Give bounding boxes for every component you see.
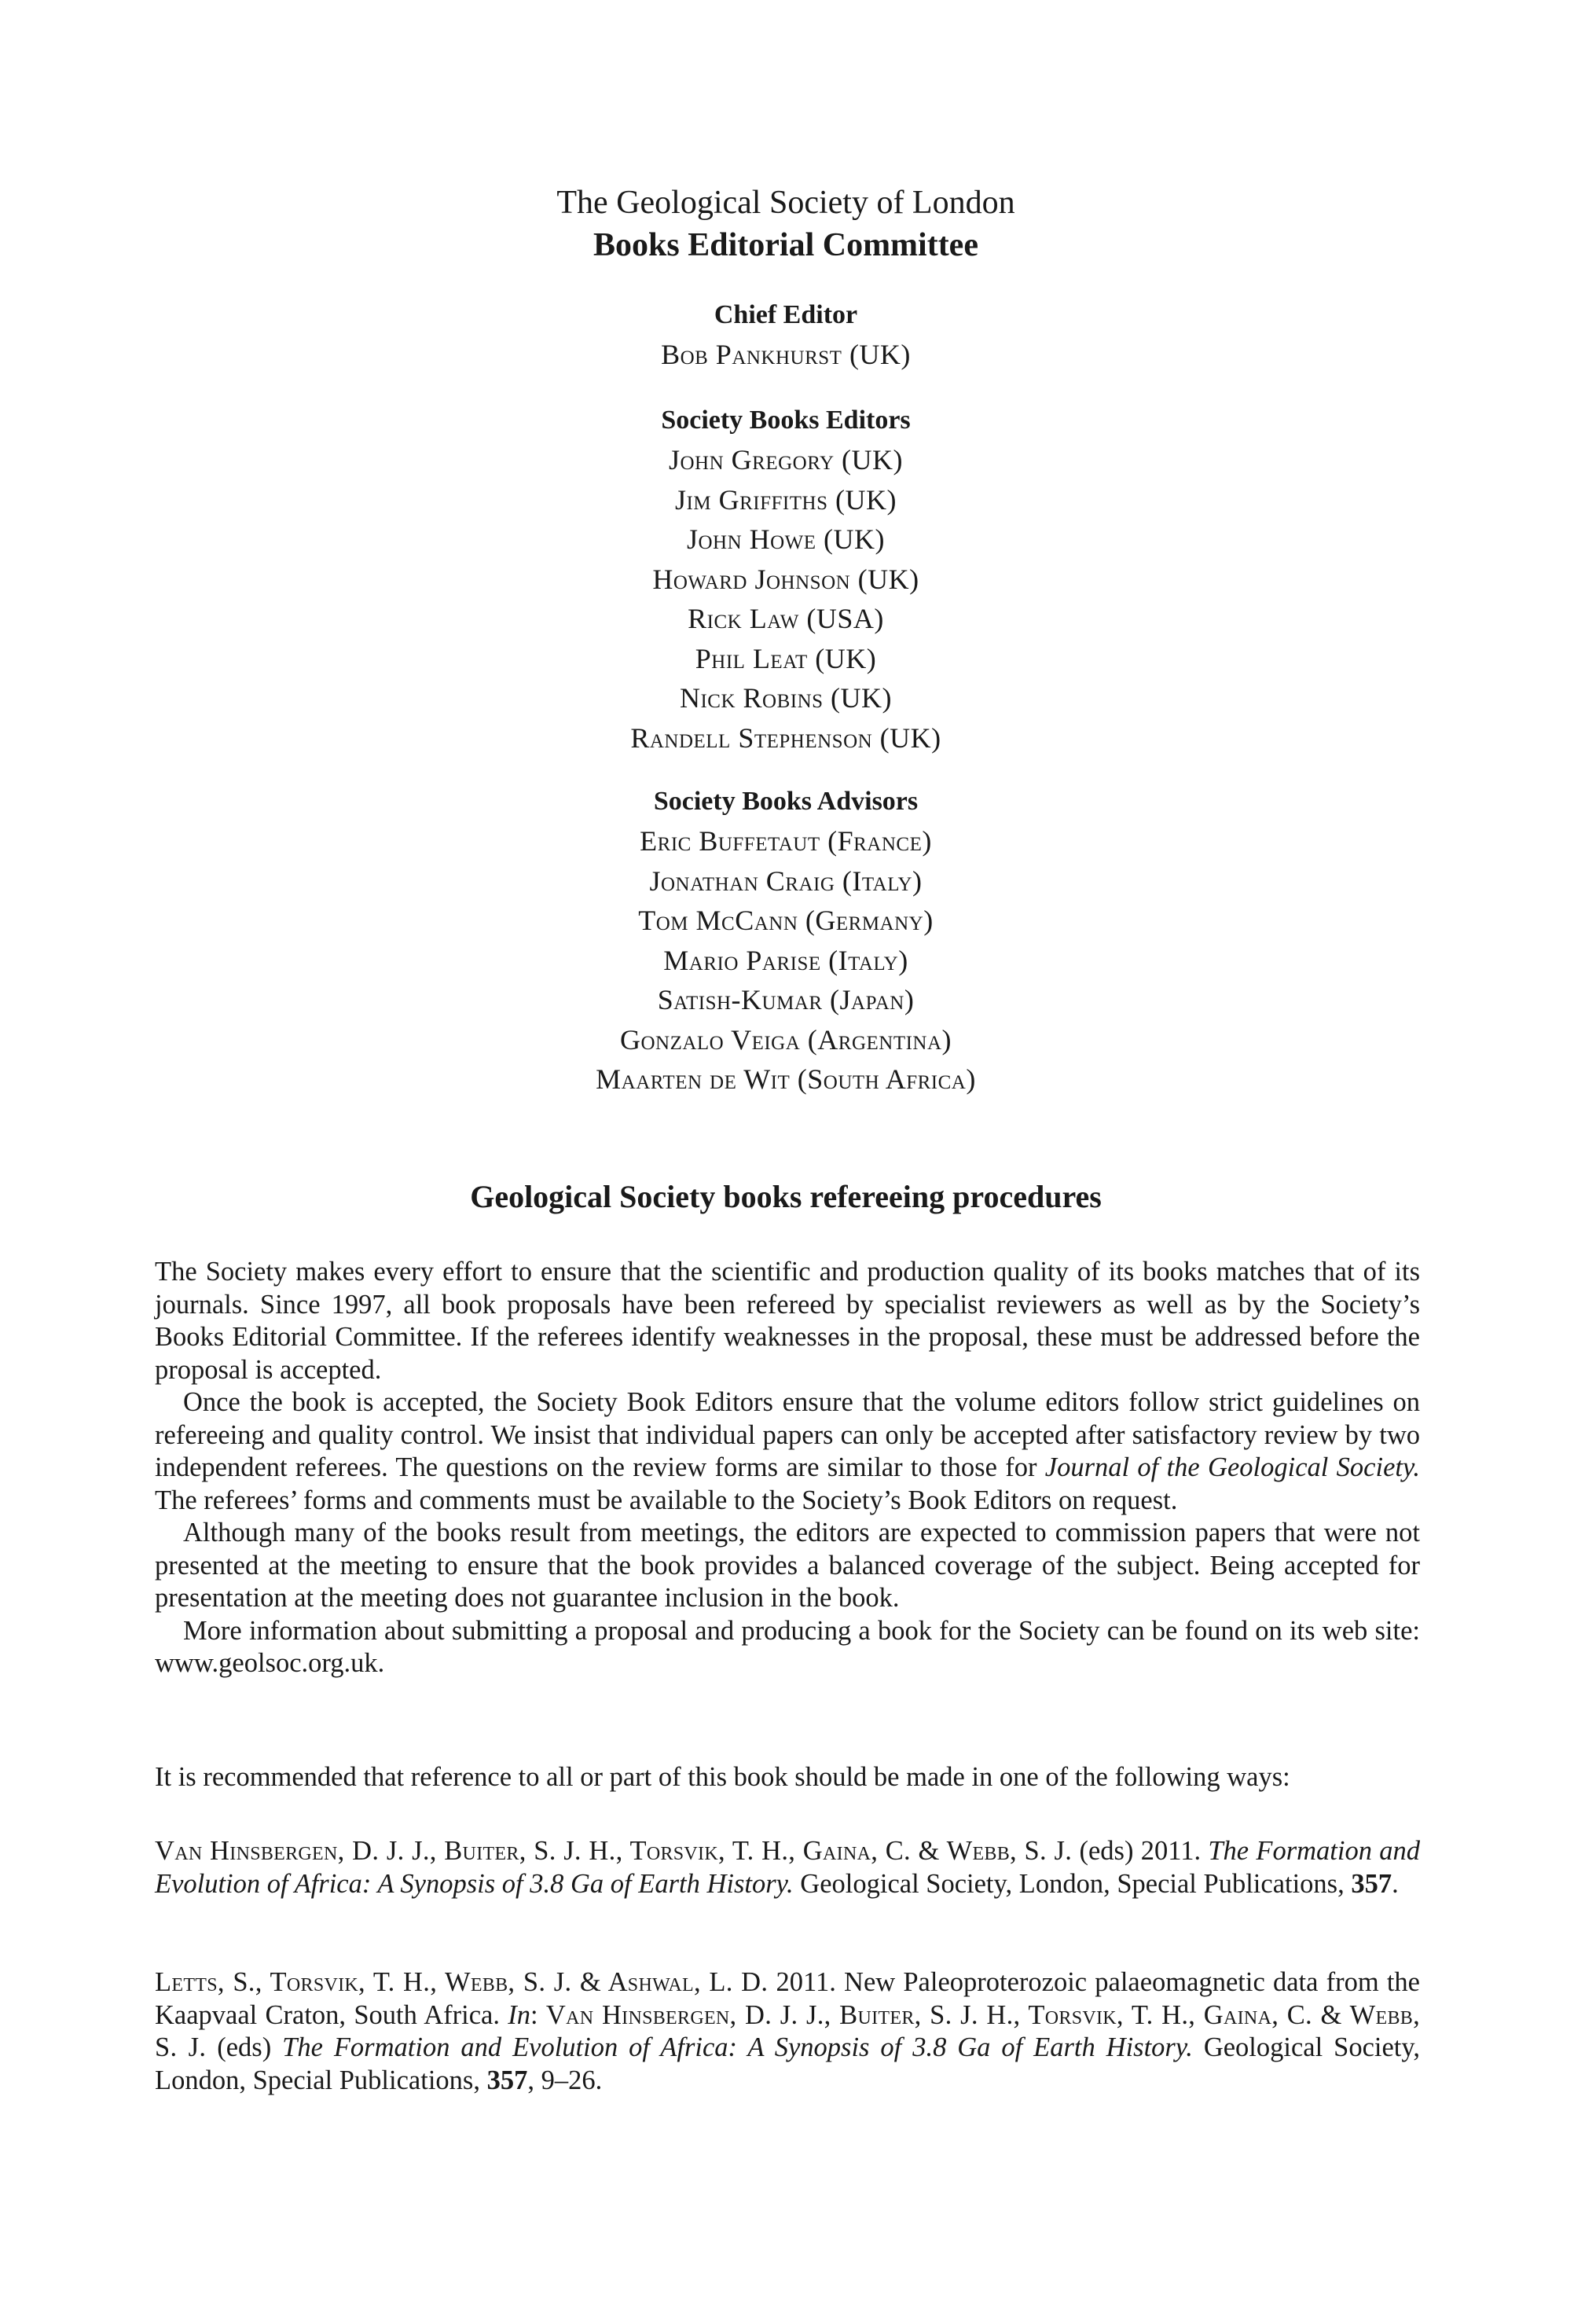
procedures-paragraph-3: Although many of the books result from meetings, the editors are expected to commission papers that were not presented at the meeting to ensure that the book provides a balanced coverage of the subject. Being accepted for presentation at the meeting does not guarantee inclusion in the book. bbox=[155, 1518, 1420, 1613]
advisor-name: Tom McCann (Germany) bbox=[638, 905, 934, 936]
advisor-name: Eric Buffetaut (France) bbox=[640, 825, 932, 857]
reference-2 bbox=[155, 1966, 1420, 2097]
citation-intro: It is recommended that reference to all or part of this book should be made in one of the following ways: bbox=[155, 1762, 1290, 1792]
ref1-volume: 357 bbox=[1351, 1868, 1392, 1899]
ref1-authors: Van Hinsbergen, D. J. J., Buiter, S. J. H., Torsvik, T. H., Gaina, C. & Webb, S. J. bbox=[155, 1836, 1073, 1866]
ref2-year-title: 2011. New Paleoproterozoic palaeomagnetic data from the Kaapvaal Craton, South Africa. bbox=[155, 1967, 1420, 2030]
editor-name: John Howe (UK) bbox=[686, 523, 886, 555]
ref2-book-title: The Formation and Evolution of Africa: A Synopsis of 3.8 Ga of Earth History. bbox=[282, 2032, 1193, 2062]
books-editors-heading: Society Books Editors bbox=[661, 406, 911, 435]
books-advisors-section bbox=[0, 782, 1572, 1100]
ref2-authors: Letts, S., Torsvik, T. H., Webb, S. J. & Ashwal, L. D. bbox=[155, 1967, 769, 1997]
procedures-paragraph-2 bbox=[155, 1386, 1420, 1517]
advisor-name: Jonathan Craig (Italy) bbox=[649, 865, 923, 897]
reference-1 bbox=[155, 1835, 1420, 1900]
editor-name: Rick Law (USA) bbox=[688, 603, 884, 634]
editor-name: Phil Leat (UK) bbox=[695, 642, 877, 674]
editor-name: Howard Johnson (UK) bbox=[652, 563, 919, 595]
advisor-name: Gonzalo Veiga (Argentina) bbox=[619, 1023, 952, 1056]
advisor-name: Mario Parise (Italy) bbox=[663, 944, 908, 976]
ref2-eds: (eds) bbox=[206, 2032, 283, 2062]
chief-editor-section bbox=[0, 296, 1572, 375]
advisor-name: Satish-Kumar (Japan) bbox=[657, 984, 915, 1015]
editor-name: Jim Griffiths (UK) bbox=[675, 483, 897, 516]
editor-name: Nick Robins (UK) bbox=[679, 682, 893, 714]
committee-title: Books Editorial Committee bbox=[593, 227, 978, 263]
editor-name: Randell Stephenson (UK) bbox=[630, 721, 941, 754]
ref1-publisher: Geological Society, London, Special Publications, bbox=[793, 1868, 1352, 1899]
ref2-editors: Van Hinsbergen, D. J. J., Buiter, S. J. H., Torsvik, T. H., Gaina, C. & Webb, S. J. bbox=[155, 1999, 1420, 2062]
chief-editor-name: Bob Pankhurst (UK) bbox=[661, 339, 911, 370]
editor-name: John Gregory (UK) bbox=[668, 444, 904, 475]
ref2-publisher: Geological Society, London, Special Publications, bbox=[155, 2032, 1420, 2095]
ref1-eds-year: (eds) 2011. bbox=[1072, 1836, 1209, 1866]
ref2-colon: : bbox=[530, 1999, 546, 2030]
procedures-paragraph-4: More information about submitting a proposal and producing a book for the Society can be found on its web site: www.geolsoc.org.uk. bbox=[155, 1615, 1420, 1678]
books-editors-section bbox=[0, 401, 1572, 758]
procedures-title: Geological Society books refereeing procedures bbox=[470, 1179, 1102, 1214]
p2-text-before: Once the book is accepted, the Society Book Editors ensure that the volume editors follow strict guidelines on refereeing and quality control. We insist that individual papers can only be accepted after satisfactory review by two independent referees. The questions on the review forms are similar to those for bbox=[155, 1387, 1420, 1482]
chief-editor-heading: Chief Editor bbox=[714, 300, 858, 329]
ref2-pages: , 9–26. bbox=[527, 2065, 603, 2095]
books-advisors-heading: Society Books Advisors bbox=[653, 787, 919, 816]
procedures-body bbox=[155, 1256, 1420, 1680]
advisor-name: Maarten de Wit (South Africa) bbox=[596, 1063, 976, 1095]
ref1-end: . bbox=[1392, 1868, 1399, 1899]
ref2-volume: 357 bbox=[486, 2065, 528, 2095]
organization-title: The Geological Society of London bbox=[556, 185, 1015, 221]
p2-text-after: The referees’ forms and comments must be available to the Society’s Book Editors on request. bbox=[155, 1485, 1178, 1515]
procedures-paragraph-1: The Society makes every effort to ensure that the scientific and production quality of its books matches that of its journals. Since 1997, all book proposals have been refereed by specialist reviewers as well as by the Society’s Books Editorial Committee. If the referees identify weaknesses in the proposal, these must be addressed before the proposal is accepted. bbox=[155, 1257, 1420, 1385]
journal-title: Journal of the Geological Society. bbox=[1044, 1452, 1420, 1482]
ref2-in-label: In bbox=[508, 1999, 531, 2030]
ref1-title: The Formation and Evolution of Africa: A Synopsis of 3.8 Ga of Earth History. bbox=[155, 1836, 1421, 1899]
